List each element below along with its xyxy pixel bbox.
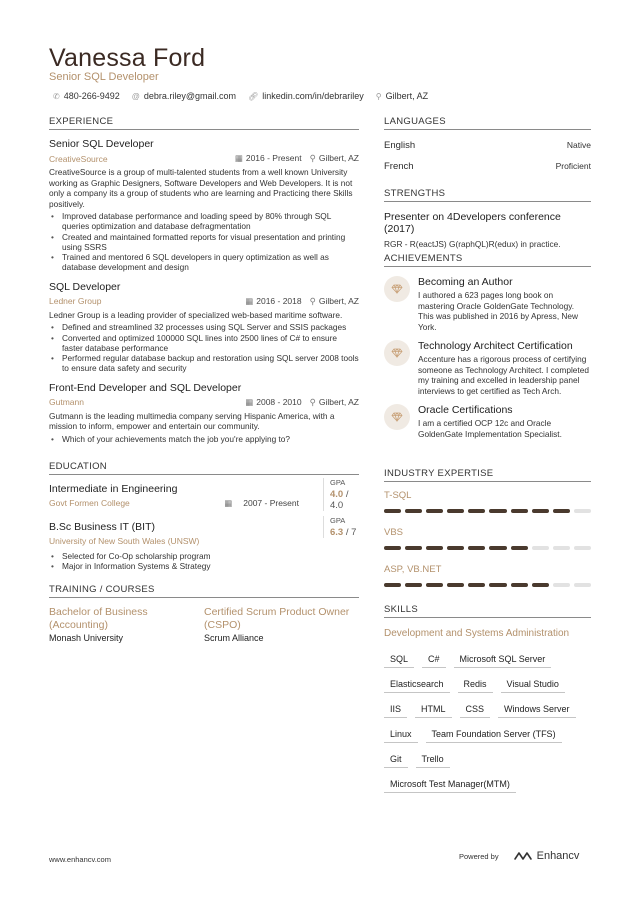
location-icon: ⚲ (309, 153, 316, 163)
skill-tag: Microsoft Test Manager(MTM) (384, 775, 516, 793)
language-level: Native (566, 140, 591, 150)
gpa-label: GPA (330, 516, 346, 525)
contact-location: ⚲ Gilbert, AZ (375, 91, 429, 101)
level-segment-empty (532, 546, 549, 550)
job-location (310, 296, 359, 307)
course-provider: Monash University (49, 633, 124, 643)
section-title-languages: LANGUAGES (384, 116, 591, 130)
job-meta (245, 397, 359, 408)
job-description: Gutmann is the leading multimedia company serving Hispanic America, with a mission to inform, empower and entertain our community. (49, 410, 335, 432)
powered-by-label: Powered by (459, 851, 499, 861)
job-description: CreativeSource is a group of multi-talented students from a well known University working as Graphic Designers, Software Developers and Web Developers. It is not only a company its a group of students who are learning and Practicing there Skills positively. (49, 167, 353, 209)
skill-tag: Linux (384, 725, 418, 743)
calendar-icon: ▦ (224, 498, 233, 508)
gpa-max: / 7 (345, 527, 357, 538)
experience-item (49, 138, 359, 273)
achievement-item (384, 404, 591, 439)
phone-icon: ✆ (53, 91, 60, 101)
language-name: French (384, 161, 414, 172)
section-title-skills: SKILLS (384, 604, 591, 618)
level-segment-empty (574, 509, 591, 513)
level-segment-filled (489, 509, 506, 513)
skill-tag: Windows Server (498, 700, 576, 718)
level-segment-filled (511, 583, 528, 587)
expertise-name: ASP, VB.NET (384, 564, 442, 575)
level-segment-filled (532, 583, 549, 587)
school-name: University of New South Wales (UNSW) (49, 536, 200, 546)
expertise-name: VBS (384, 527, 404, 538)
section-title-expertise: INDUSTRY EXPERTISE (384, 468, 591, 482)
job-location-text: Gilbert, AZ (318, 153, 359, 163)
expertise-name: T-SQL (384, 490, 412, 501)
section-title-achievements: ACHIEVEMENTS (384, 253, 591, 267)
achievement-description: Accenture has a rigorous process of certifying someone as Technology Architect. I completed my training and excelled in leadership panel interviews to get certified as Tech Arch. (418, 354, 589, 396)
skill-tag: Redis (458, 675, 493, 693)
enhancv-logo-icon (513, 850, 533, 862)
section-title-education: EDUCATION (49, 461, 359, 475)
section-title-experience: EXPERIENCE (49, 116, 359, 130)
calendar-icon: ▦ (234, 153, 243, 163)
education-bullet: • Major in Information Systems & Strategy (49, 561, 359, 571)
school-name: Govt Formen College (49, 498, 130, 508)
skill-tag: C# (422, 650, 446, 668)
job-description: Ledner Group is a leading provider of specialized web-based maritime software. (49, 309, 343, 320)
level-segment-filled (532, 509, 549, 513)
section-title-strengths: STRENGTHS (384, 188, 591, 202)
level-segment-filled (384, 546, 401, 550)
language-level: Proficient (555, 161, 591, 171)
diamond-icon (384, 404, 410, 430)
training-section (49, 584, 359, 643)
achievement-description: I authored a 623 pages long book on mastering Oracle GoldenGate Technology. This was published in 2016 by Apress, New York. (418, 290, 579, 332)
level-segment-filled (511, 509, 528, 513)
company-name: CreativeSource (49, 153, 108, 164)
level-segment-filled (468, 583, 485, 587)
level-segment-empty (574, 583, 591, 587)
candidate-title: Senior SQL Developer (49, 71, 159, 83)
footer-powered (459, 850, 579, 862)
diamond-icon (384, 340, 410, 366)
skill-tag: SQL (384, 650, 414, 668)
level-segment-empty (574, 546, 591, 550)
job-location-text: Gilbert, AZ (318, 396, 359, 407)
skill-tag: IIS (384, 700, 407, 718)
gpa-box (323, 516, 359, 538)
job-meta-row (49, 397, 359, 408)
expertise-level-bar (384, 509, 591, 513)
level-segment-filled (405, 583, 422, 587)
gpa-max: / 4.0 (330, 489, 349, 511)
gpa-value (330, 527, 359, 538)
achievement-item (384, 276, 591, 332)
skill-tag: Microsoft SQL Server (454, 650, 552, 668)
calendar-icon: ▦ (245, 396, 254, 407)
contact-phone[interactable]: ✆ 480-266-9492 (53, 91, 120, 101)
job-bullet: • Defined and streamlined 32 processes using SQL Server and SSIS packages (49, 322, 359, 332)
job-bullet: • Trained and mentored 6 SQL developers in query optimization as well as database development and design (49, 252, 359, 273)
level-segment-empty (553, 583, 570, 587)
course-name: Certified Scrum Product Owner (CSPO) (204, 606, 350, 631)
job-bullet: • Improved database performance and loading speed by 80% through SQL queries optimization and database defragmentation (49, 211, 359, 232)
gpa-box (323, 478, 359, 511)
level-segment-filled (468, 546, 485, 550)
achievement-body (418, 276, 591, 332)
education-section (49, 461, 359, 572)
achievement-title: Becoming an Author (418, 276, 513, 288)
course-name: Bachelor of Business (Accounting) (49, 606, 148, 631)
job-bullet: • Which of your achievements match the job you're applying to? (49, 434, 359, 444)
achievement-body (418, 340, 591, 396)
job-title: Front-End Developer and SQL Developer (49, 381, 242, 394)
language-item (384, 140, 591, 151)
education-bullets (49, 551, 359, 572)
level-segment-filled (511, 546, 528, 550)
training-item (204, 606, 359, 643)
job-dates (235, 153, 302, 164)
expertise-section (384, 468, 591, 587)
achievement-item (384, 340, 591, 396)
achievement-description: I am a certified OCP 12c and Oracle GoldenGate Implementation Specialist. (418, 418, 562, 439)
level-segment-filled (468, 509, 485, 513)
job-bullets (49, 211, 359, 273)
job-dates-text: 2008 - 2010 (256, 396, 302, 407)
skill-tag: Elasticsearch (384, 675, 450, 693)
education-meta-row (49, 536, 299, 546)
skill-tag: Git (384, 750, 408, 768)
level-segment-filled (489, 546, 506, 550)
location-icon: ⚲ (309, 396, 316, 407)
location-icon: ⚲ (309, 295, 316, 306)
expertise-level-bar (384, 546, 591, 550)
level-segment-filled (384, 509, 401, 513)
level-segment-filled (405, 509, 422, 513)
training-item (49, 606, 204, 643)
job-title: SQL Developer (49, 280, 121, 293)
job-location (310, 397, 359, 408)
level-segment-filled (447, 583, 464, 587)
job-meta (235, 153, 359, 164)
language-name: English (384, 140, 416, 151)
level-segment-filled (489, 583, 506, 587)
job-dates (245, 397, 301, 408)
contact-bar (53, 91, 440, 101)
gpa-label: GPA (330, 478, 346, 487)
skill-tag: CSS (460, 700, 491, 718)
achievements-section (384, 253, 591, 439)
gpa-score: 6.3 (330, 527, 344, 538)
education-bullet: • Selected for Co-Op scholarship program (49, 551, 359, 561)
education-dates-text: 2007 - Present (243, 498, 299, 508)
level-segment-filled (426, 583, 443, 587)
contact-linkedin[interactable]: 🔗︎ linkedin.com/in/debrariley (248, 91, 364, 101)
strengths-section (384, 188, 591, 249)
education-dates (224, 498, 299, 509)
level-segment-filled (447, 509, 464, 513)
job-dates-text: 2016 - Present (245, 153, 302, 163)
skills-section (384, 604, 591, 793)
level-segment-filled (384, 583, 401, 587)
job-bullet: • Converted and optimized 100000 SQL lines into 2500 lines of C# to ensure faster database performance (49, 333, 359, 354)
strength-title: Presenter on 4Developers conference (2017) (384, 211, 561, 235)
experience-item (49, 382, 359, 444)
education-item (49, 478, 359, 511)
job-title: Senior SQL Developer (49, 138, 154, 150)
gpa-score: 4.0 (330, 489, 344, 500)
gpa-value (330, 489, 359, 511)
enhancv-logo[interactable]: Enhancv (513, 850, 580, 862)
achievement-body (418, 404, 591, 439)
company-name: Gutmann (49, 397, 84, 408)
level-segment-filled (405, 546, 422, 550)
degree-name: B.Sc Business IT (BIT) (49, 521, 155, 533)
calendar-icon: ▦ (245, 295, 254, 306)
course-provider: Scrum Alliance (204, 633, 264, 643)
achievement-title: Oracle Certifications (418, 404, 513, 416)
skill-tag: Visual Studio (501, 675, 565, 693)
expertise-level-bar (384, 583, 591, 587)
skill-tag: Team Foundation Server (TFS) (426, 725, 562, 743)
experience-item (49, 281, 359, 374)
level-segment-filled (447, 546, 464, 550)
job-bullets (49, 322, 359, 373)
job-location (310, 153, 359, 164)
achievement-title: Technology Architect Certification (418, 340, 573, 352)
location-icon: ⚲ (375, 91, 382, 101)
job-location-text: Gilbert, AZ (318, 295, 359, 306)
footer-website[interactable]: www.enhancv.com (49, 855, 111, 864)
job-meta-row (49, 296, 359, 307)
degree-name: Intermediate in Engineering (49, 483, 178, 495)
education-meta-row (49, 498, 299, 509)
job-meta-row (49, 153, 359, 164)
languages-section (384, 116, 591, 172)
level-segment-empty (553, 546, 570, 550)
skill-tag: Trello (416, 750, 450, 768)
skill-category: Development and Systems Administration (384, 628, 570, 639)
job-bullet: • Created and maintained formatted reports for visual presentation and printing using SSRS (49, 232, 359, 253)
level-segment-filled (426, 509, 443, 513)
company-name: Ledner Group (49, 296, 102, 307)
experience-section (49, 116, 359, 444)
job-dates (245, 296, 301, 307)
diamond-icon (384, 276, 410, 302)
at-icon: @ (131, 91, 140, 101)
language-item (384, 161, 591, 172)
section-title-training: TRAINING / COURSES (49, 584, 359, 598)
level-segment-filled (553, 509, 570, 513)
strength-description: RGR - R(eactJS) G(raphQL)R(edux) in practice. (384, 239, 561, 249)
candidate-name: Vanessa Ford (49, 44, 206, 72)
education-item (49, 516, 359, 572)
job-bullet: • Performed regular database backup and restoration using SQL server 2008 tools to ensure data safety and security (49, 353, 359, 374)
job-meta (245, 296, 359, 307)
contact-email[interactable]: @ debra.riley@gmail.com (131, 91, 237, 101)
level-segment-filled (426, 546, 443, 550)
job-dates-text: 2016 - 2018 (256, 295, 302, 306)
job-bullets (49, 434, 359, 444)
link-icon: 🔗︎ (248, 91, 259, 101)
skill-tag: HTML (415, 700, 452, 718)
